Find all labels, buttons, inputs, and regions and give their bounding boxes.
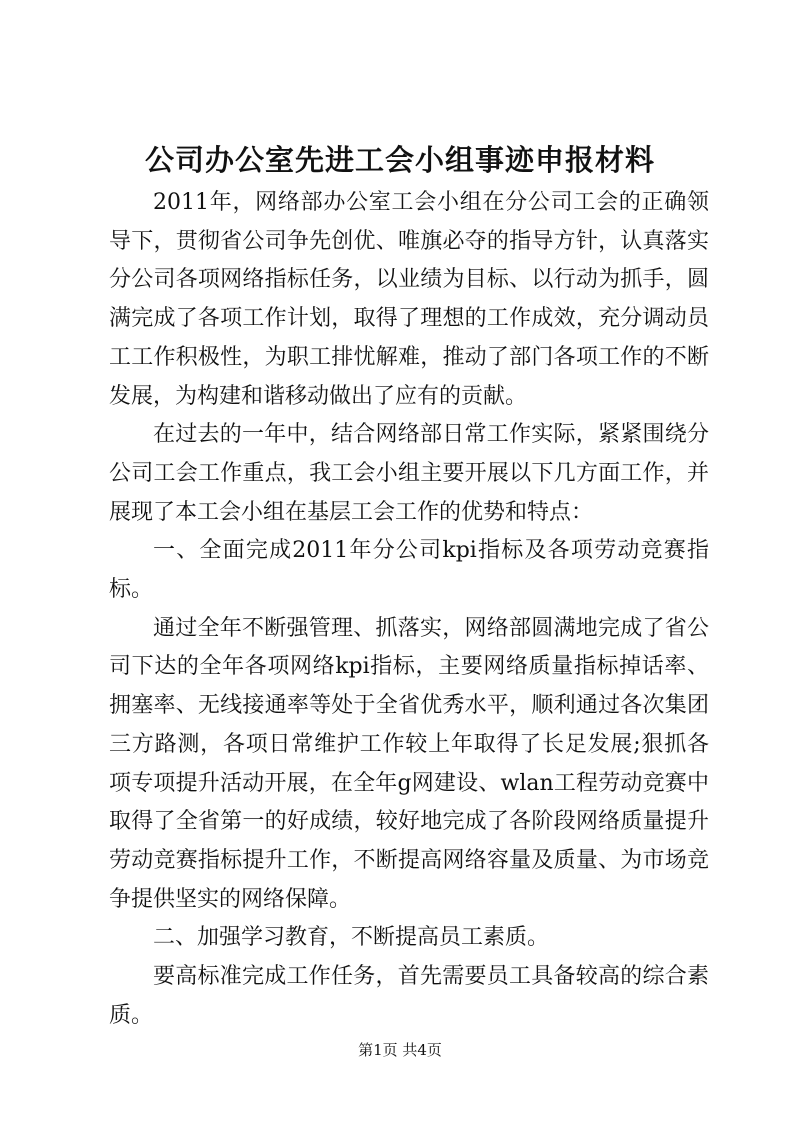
section-heading-2: 二、加强学习教育，不断提高员工素质。 (153, 925, 550, 951)
paragraph-overview: 在过去的一年中，结合网络部日常工作实际，紧紧围绕分公司工会工作重点，我工会小组主要开展以下几方面工作，并展现了本工会小组在基层工会工作的优势和特点： (109, 422, 709, 525)
page-number-footer: 第1页 共4页 (358, 1041, 442, 1059)
document-title: 公司办公室先进工会小组事迹申报材料 (144, 143, 655, 177)
section-heading-1: 一、全面完成2011年分公司kpi指标及各项劳动竞赛指标。 (109, 538, 709, 603)
paragraph-training: 要高标准完成工作任务，首先需要员工具备较高的综合素质。 (109, 964, 709, 1028)
paragraph-intro: 2011年，网络部办公室工会小组在分公司工会的正确领导下，贯彻省公司争先创优、唯旗必夺的指导方针，认真落实分公司各项网络指标任务，以业绩为目标、以行动为抓手，圆满完成了各项工作计划，取得了理想的工作成效，充分调动员工工作积极性，为职工排忧解难，推动了部门各项工作的不断发展，为构建和谐移动做出了应有的贡献。 (109, 190, 709, 409)
document-body (109, 184, 709, 1035)
paragraph-kpi: 通过全年不断强管理、抓落实，网络部圆满地完成了省公司下达的全年各项网络kpi指标，主要网络质量指标掉话率、拥塞率、无线接通率等处于全省优秀水平，顺利通过各次集团三方路测，各项日常维护工作较上年取得了长足发展;狠抓各项专项提升活动开展，在全年g网建设、wlan工程劳动竞赛中取得了全省第一的好成绩，较好地完成了各阶段网络质量提升劳动竞赛指标提升工作，不断提高网络容量及质量、为市场竞争提供坚实的网络保障。 (109, 615, 709, 912)
